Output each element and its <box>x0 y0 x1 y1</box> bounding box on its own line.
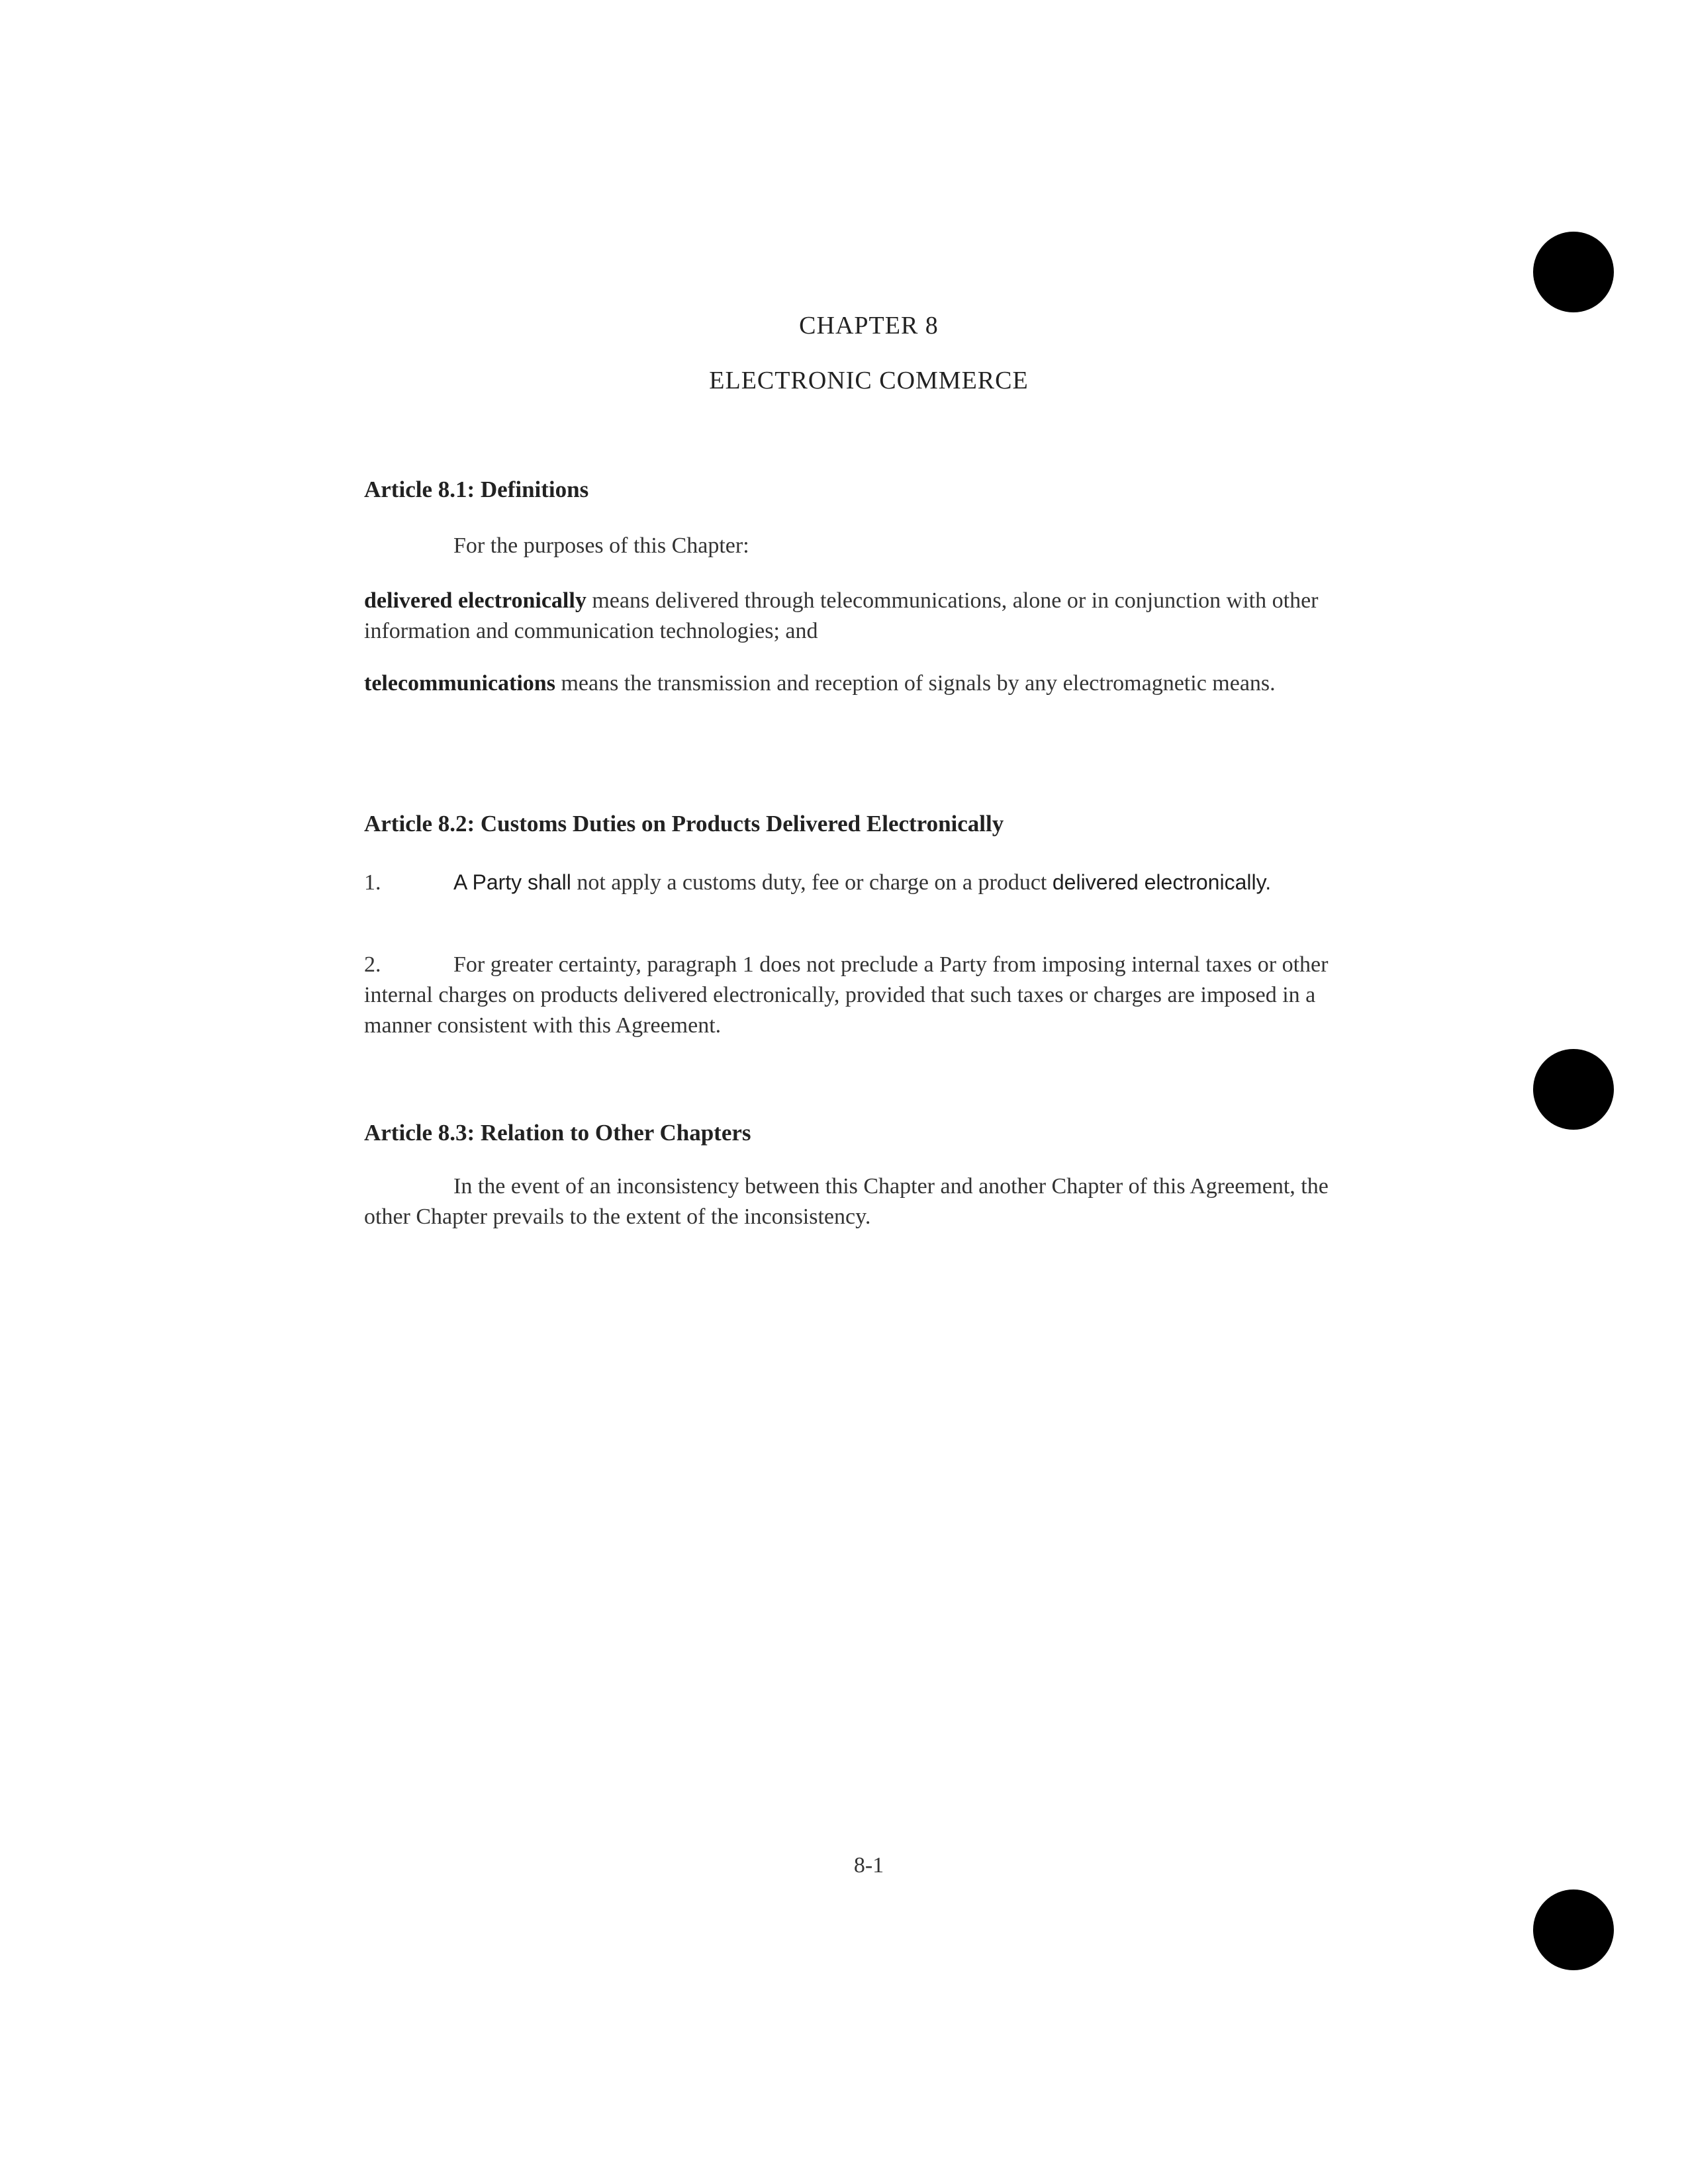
article-8-2-paragraph-2 <box>364 950 1370 1041</box>
chapter-subtitle: ELECTRONIC COMMERCE <box>709 367 1029 394</box>
article-8-2-paragraph-1 <box>364 867 1370 898</box>
page-number: 8-1 <box>853 1853 884 1878</box>
punch-hole-middle <box>1533 1049 1614 1130</box>
definition-term: telecommunications <box>364 671 555 696</box>
article-8-3-text: In the event of an inconsistency between this Chapter and another Chapter of this Agreement, the other Chapter prevails to the extent of the inconsistency. <box>364 1174 1329 1229</box>
definition-text: means delivered through telecommunications, alone or in conjunction with other information and communication technologies; and <box>364 588 1319 643</box>
paragraph-text: For greater certainty, paragraph 1 does not preclude a Party from imposing internal taxes or other internal charges on products delivered electronically, provided that such taxes or charges are imposed in a manner consistent with this Agreement. <box>364 952 1329 1038</box>
article-8-3-title: Article 8.3: Relation to Other Chapters <box>364 1120 751 1146</box>
chapter-title: CHAPTER 8 <box>799 312 939 340</box>
punch-hole-top <box>1533 232 1614 312</box>
punch-hole-bottom <box>1533 1889 1614 1970</box>
definition-term: delivered electronically <box>364 588 586 613</box>
article-8-1-intro: For the purposes of this Chapter: <box>453 533 749 558</box>
paragraph-number: 1. <box>364 870 381 895</box>
definition-telecommunications <box>364 668 1370 699</box>
paragraph-text-a: A Party shall <box>453 870 571 894</box>
definition-delivered-electronically <box>364 586 1370 647</box>
paragraph-number: 2. <box>364 952 381 977</box>
article-8-1-title: Article 8.1: Definitions <box>364 477 589 502</box>
definition-text: means the transmission and reception of signals by any electromagnetic means. <box>555 671 1276 696</box>
article-8-2-title: Article 8.2: Customs Duties on Products Delivered Electronically <box>364 811 1004 837</box>
paragraph-text-b: not apply a customs duty, fee or charge on a product <box>571 870 1053 895</box>
paragraph-text-c: delivered electronically. <box>1052 870 1272 894</box>
